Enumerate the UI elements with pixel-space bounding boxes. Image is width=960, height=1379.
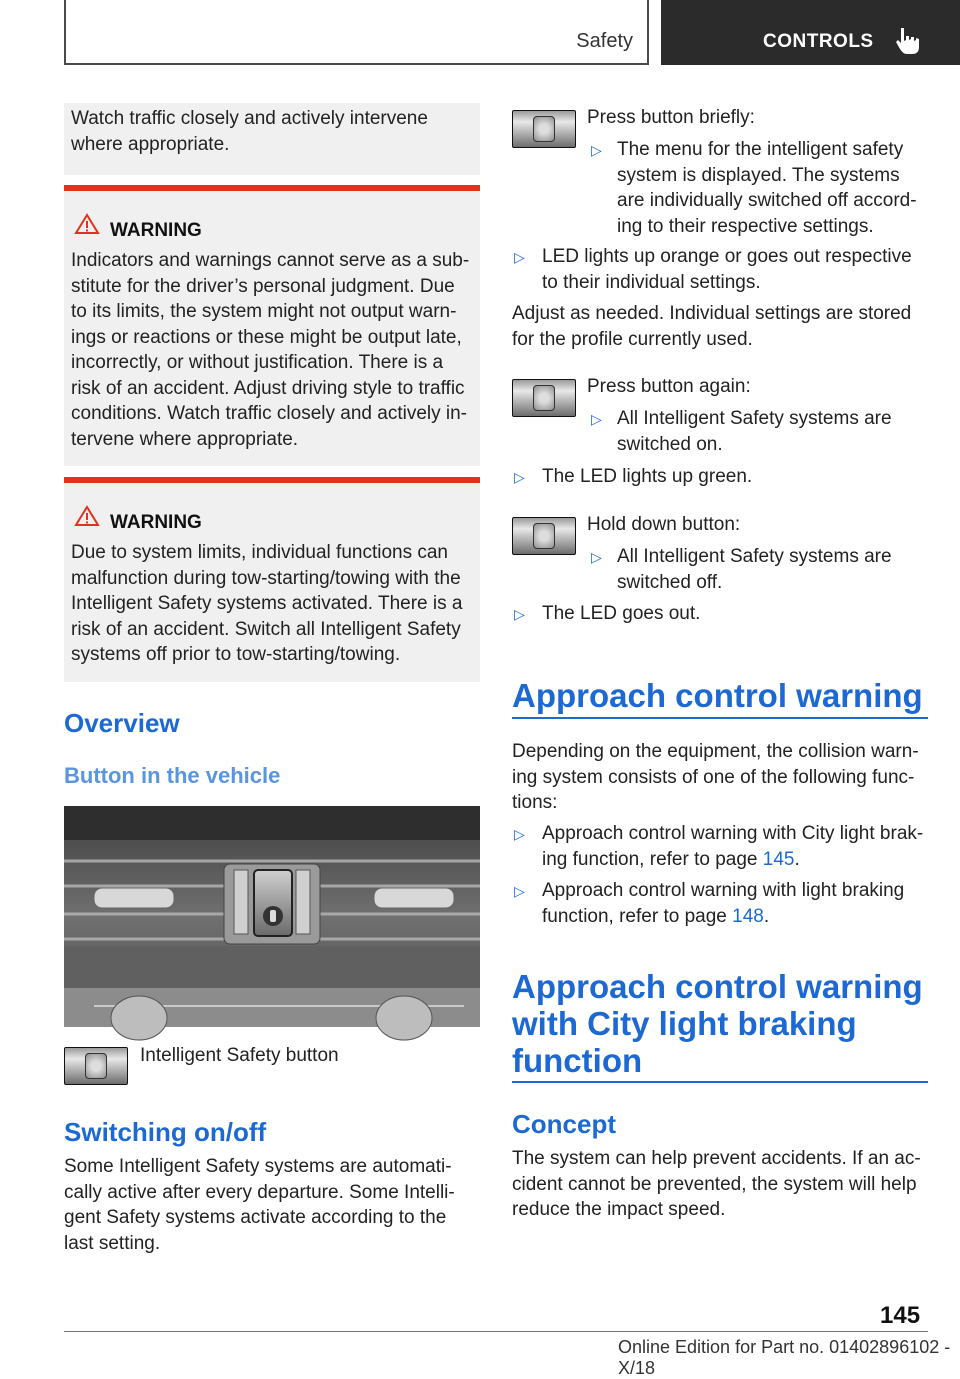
header-section-tab [64, 0, 649, 65]
acw-city-heading-line-1: Approach control warning [512, 968, 923, 1005]
press-briefly-bullet-1: The menu for the intelligent safety system is displayed. The systems are individually switched off accord-ing to their respective settings. [617, 139, 917, 237]
hand-pointer-icon [895, 26, 921, 56]
hold-down-bullet-1: All Intelligent Safety systems are switched off. [617, 546, 892, 593]
warning-box-1 [64, 185, 480, 466]
header-chapter-label: CONTROLS [763, 31, 874, 52]
warning-2-title: WARNING [110, 512, 202, 533]
bullet-triangle-icon: ▷ [514, 826, 525, 842]
intelligent-safety-button-icon [512, 379, 576, 417]
acw-item-1-text: Approach control warning with City light brak-ing function, refer to page [542, 823, 924, 870]
acw-item-2-text: Approach control warning with light braking function, refer to page [542, 880, 905, 927]
acw-city-heading [512, 968, 928, 1079]
press-briefly-label: Press button briefly: [587, 107, 755, 128]
acw-heading: Approach control warning [512, 677, 923, 714]
header-section-label: Safety [576, 30, 633, 52]
footer-edition: Online Edition for Part no. 01402896102 - X/18 [618, 1337, 951, 1378]
warning-1-title: WARNING [110, 220, 202, 241]
acw-heading-rule [512, 717, 928, 719]
bullet-triangle-icon: ▷ [514, 249, 525, 265]
acw-city-heading-rule [512, 1081, 928, 1083]
warning-triangle-icon [74, 505, 100, 527]
bullet-triangle-icon: ▷ [514, 606, 525, 622]
acw-city-heading-line-2: with City light braking [512, 1005, 857, 1042]
top-note-text: Watch traffic closely and actively intervene where appropriate. [71, 108, 428, 155]
bullet-triangle-icon: ▷ [514, 469, 525, 485]
press-briefly-bullet-2: LED lights up orange or goes out respective to their individual settings. [542, 246, 912, 293]
dashboard-button-photo [64, 806, 480, 1027]
press-again-bullet-2: The LED lights up green. [542, 466, 753, 487]
acw-city-heading-line-3: function [512, 1042, 643, 1079]
bullet-triangle-icon: ▷ [591, 142, 602, 158]
button-in-vehicle-subheading: Button in the vehicle [64, 763, 281, 788]
bullet-triangle-icon: ▷ [591, 411, 602, 427]
hold-down-bullet-2: The LED goes out. [542, 603, 701, 624]
footer-divider [64, 1331, 928, 1332]
page-number: 145 [880, 1302, 921, 1329]
bullet-triangle-icon: ▷ [591, 549, 602, 565]
top-note-box [64, 103, 480, 175]
button-caption: Intelligent Safety button [140, 1045, 339, 1066]
acw-item-2-page-link[interactable]: 148 [732, 905, 764, 927]
acw-item-2: Approach control warning with light braking function, refer to page 148. [542, 880, 905, 927]
overview-heading: Overview [64, 708, 180, 738]
intelligent-safety-button-icon [512, 110, 576, 148]
adjust-text: Adjust as needed. Individual settings are stored for the profile currently used. [512, 303, 912, 350]
intelligent-safety-button-icon [64, 1047, 128, 1085]
switching-heading: Switching on/off [64, 1117, 267, 1147]
switching-text: Some Intelligent Safety systems are automati-cally active after every departure. Some Intelli-gent Safety systems activate according to the last setting. [64, 1156, 455, 1254]
acw-item-1: Approach control warning with City light brak-ing function, refer to page 145. [542, 823, 924, 870]
warning-box-2 [64, 477, 480, 682]
warning-1-text: Indicators and warnings cannot serve as a sub-stitute for the driver’s personal judgment. Due to its limits, the system might not output warn-ings or reactions or these might be output late, incorrectly, or without justification. There is a risk of an accident. Adjust driving style to traffic conditions. Watch traffic closely and actively in-tervene where appropriate. [71, 250, 470, 450]
header-chapter-tab [661, 0, 960, 65]
hold-down-label: Hold down button: [587, 514, 741, 535]
concept-text: The system can help prevent accidents. If an ac-cident cannot be prevented, the system will help reduce the impact speed. [512, 1148, 921, 1220]
bullet-triangle-icon: ▷ [514, 883, 525, 899]
press-again-label: Press button again: [587, 376, 751, 397]
acw-intro: Depending on the equipment, the collision warn-ing system consists of one of the following func-tions: [512, 741, 919, 813]
press-again-bullet-1: All Intelligent Safety systems are switched on. [617, 408, 892, 455]
intelligent-safety-button-icon [512, 517, 576, 555]
acw-item-1-page-link[interactable]: 145 [762, 848, 795, 870]
warning-triangle-icon [74, 213, 100, 235]
concept-heading: Concept [512, 1109, 616, 1139]
warning-2-text: Due to system limits, individual functions can malfunction during tow-starting/towing with the Intelligent Safety systems activated. There is a risk of an accident. Switch all Intelligent Safety systems off prior to tow-starting/towing. [71, 542, 463, 665]
